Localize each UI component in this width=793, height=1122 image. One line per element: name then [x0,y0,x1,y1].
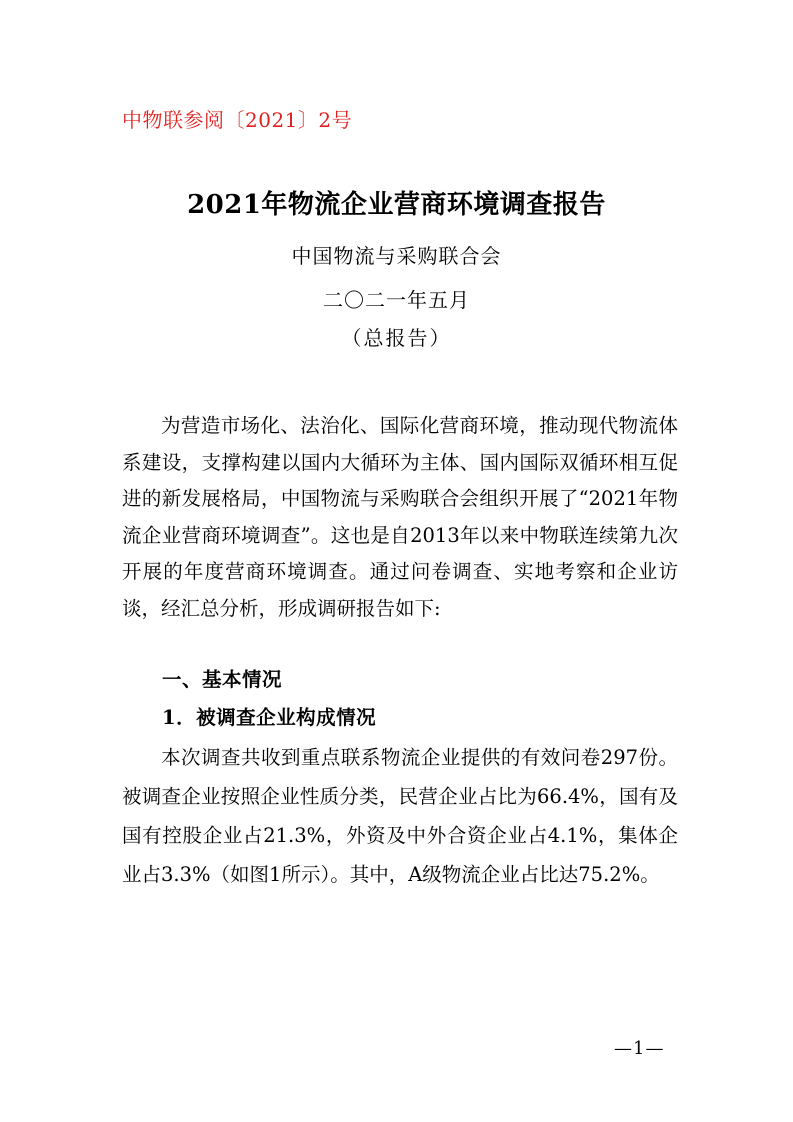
subsection-heading-enterprise-composition: 1．被调查企业构成情况 [162,706,377,729]
enterprise-composition-paragraph: 本次调查共收到重点联系物流企业提供的有效问卷297份。被调查企业按照企业性质分类，民营企业占比为66.4%，国有及国有控股企业占21.3%，外资及中外合资企业占4.1%，集体企业占3.3%（如图1所示）。其中，A级物流企业占比达75.2%。 [122,746,678,886]
report-subtitle: （总报告） [341,326,452,350]
page-number: —1— [614,1038,665,1059]
issuing-organization: 中国物流与采购联合会 [291,244,502,268]
section-heading-basic-situation: 一、基本情况 [162,668,283,691]
report-title: 2021年物流企业营商环境调查报告 [187,190,606,220]
document-number: 中物联参阅〔2021〕2号 [122,108,353,132]
intro-paragraph: 为营造市场化、法治化、国际化营商环境，推动现代物流体系建设，支撑构建以国内大循环为主体、国内国际双循环相互促进的新发展格局，中国物流与采购联合会组织开展了“2021年物流企业营商环境调查”。这也是自2013年以来中物联连续第九次开展的年度营商环境调查。通过问卷调查、实地考察和企业访谈，经汇总分析，形成调研报告如下: [122,414,678,620]
report-date: 二〇二一年五月 [323,288,470,312]
